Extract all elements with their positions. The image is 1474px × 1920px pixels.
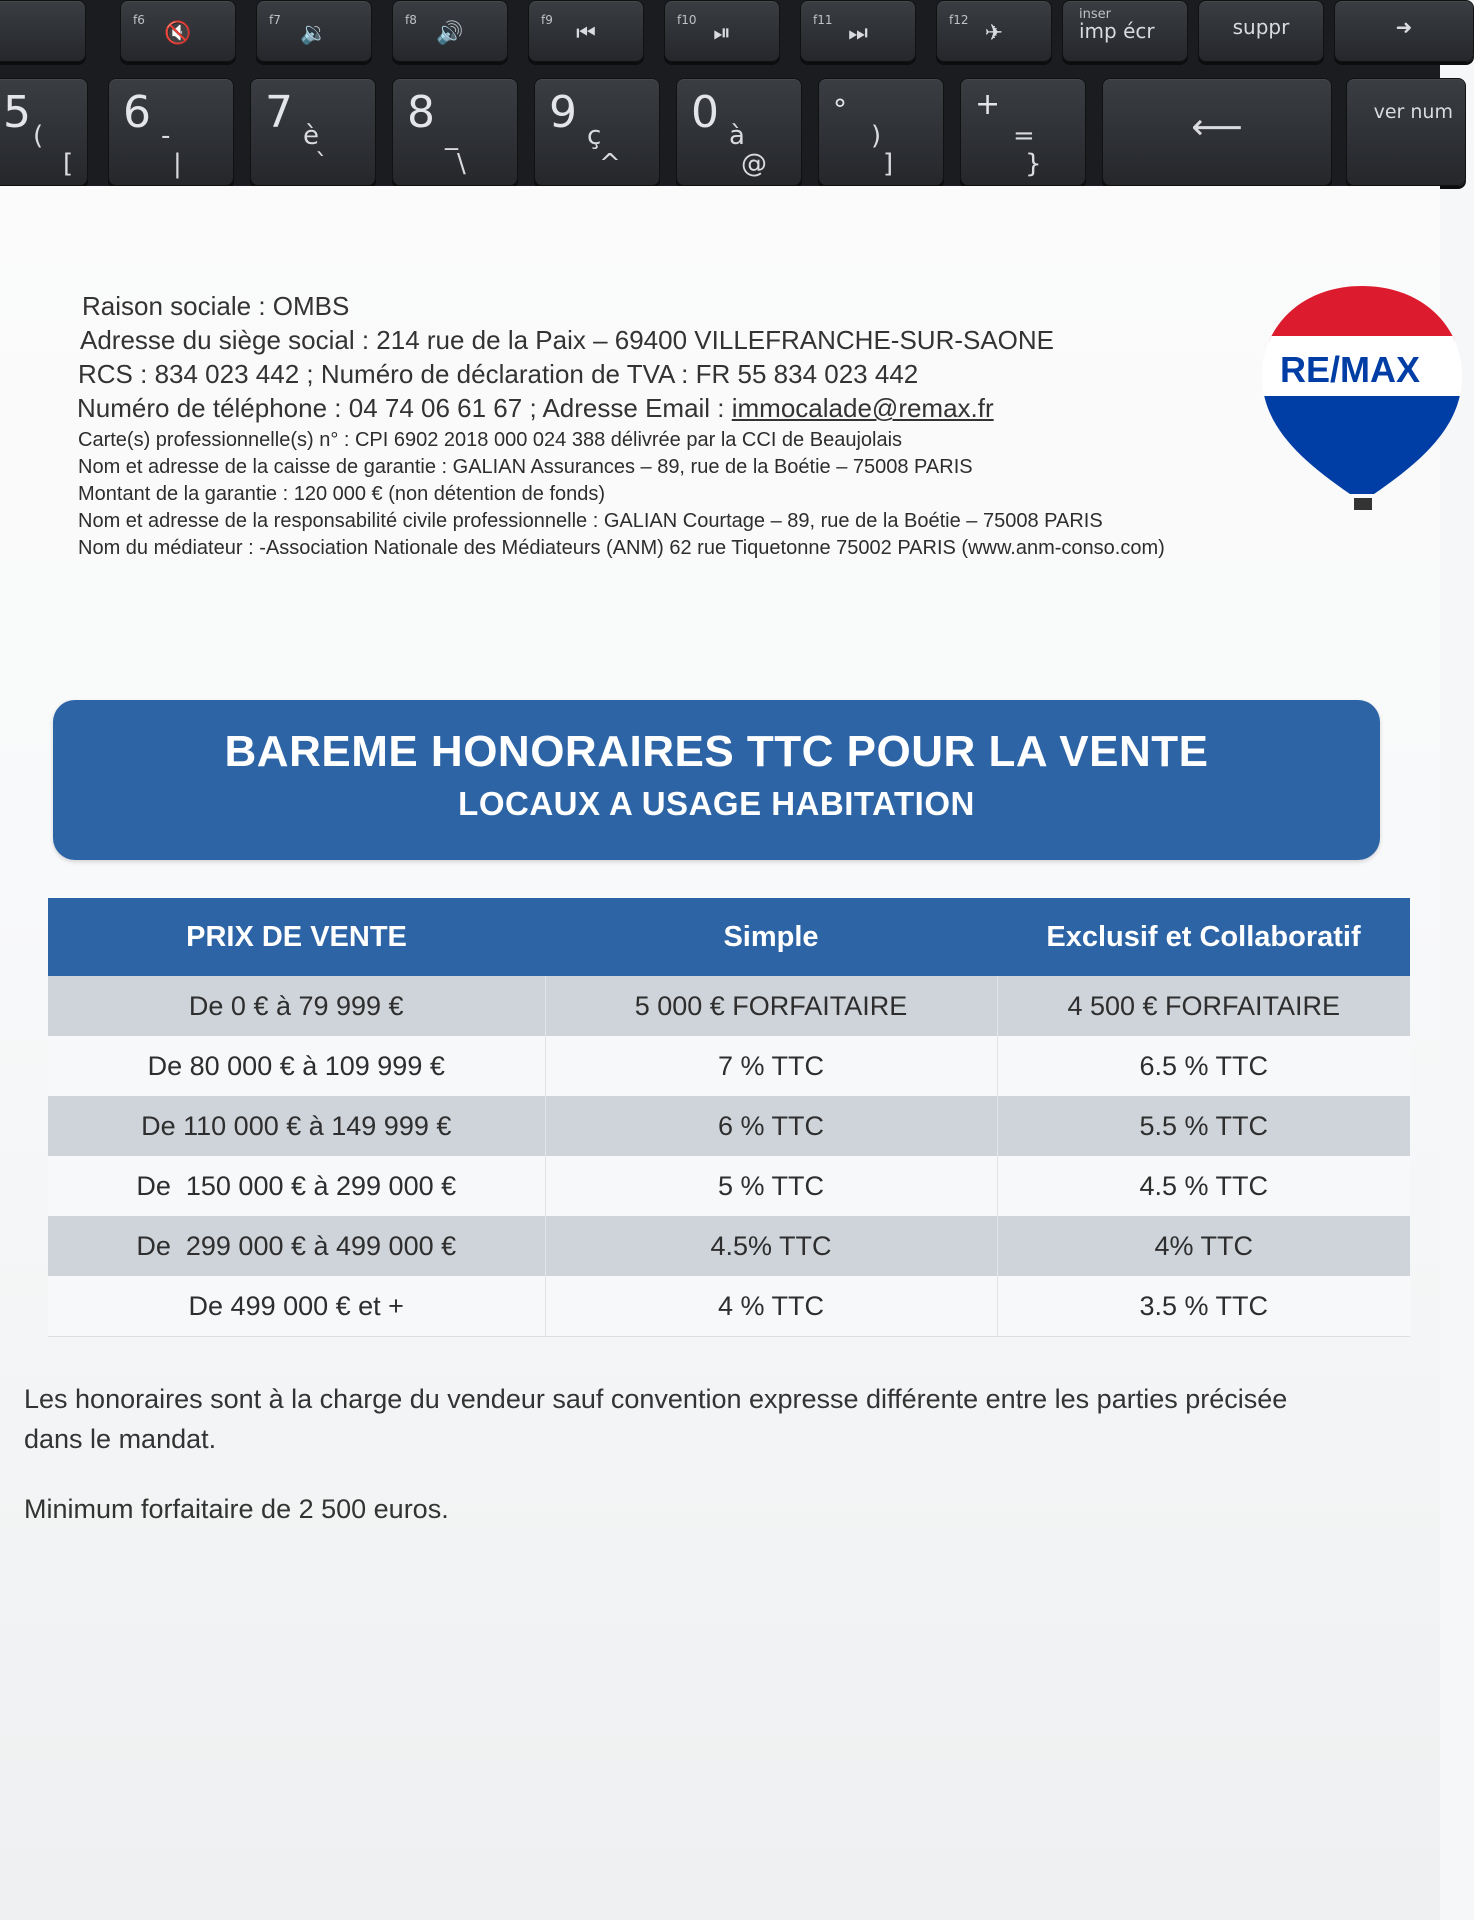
rcs-tva: RCS : 834 023 442 ; Numéro de déclaration de TVA : FR 55 834 023 442 <box>78 359 919 389</box>
remax-logo-text: RE/MAX <box>1280 349 1421 390</box>
exclusive-fee-cell: 4.5 % TTC <box>997 1156 1410 1216</box>
volume-down-icon: 🔉 <box>300 21 328 46</box>
simple-fee-cell: 4 % TTC <box>545 1276 997 1337</box>
previous-track-icon: ⏮ <box>576 21 596 46</box>
rc-pro: Nom et adresse de la responsabilité civile professionnelle : GALIAN Courtage – 89, rue de la Boétie – 75008 PARIS <box>78 510 1103 532</box>
fee-banner <box>53 700 1380 860</box>
table-row <box>48 1156 1410 1216</box>
banner-title: BAREME HONORAIRES TTC POUR LA VENTE <box>224 727 1209 776</box>
exclusive-fee-cell: 3.5 % TTC <box>997 1276 1410 1337</box>
key-f5 <box>0 0 86 62</box>
key-insert: inser imp écr <box>1062 0 1188 62</box>
table-header-row <box>48 898 1410 976</box>
simple-fee-cell: 6 % TTC <box>545 1096 997 1156</box>
key-9: 9 ç ^ <box>534 78 660 186</box>
balloon-basket <box>1354 498 1372 510</box>
price-range-cell: De 299 000 € à 499 000 € <box>48 1216 545 1276</box>
mute-icon: 🔇 <box>164 21 192 46</box>
caisse-garantie: Nom et adresse de la caisse de garantie : GALIAN Assurances – 89, rue de la Boétie – 75008 PARIS <box>78 456 973 478</box>
raison-sociale: Raison sociale : OMBS <box>82 291 350 321</box>
key-f8: f8 🔊 <box>392 0 508 62</box>
header-prix-de-vente: PRIX DE VENTE <box>48 898 545 976</box>
price-range-cell: De 110 000 € à 149 999 € <box>48 1096 545 1156</box>
next-track-icon: ⏭ <box>848 21 868 46</box>
table-row <box>48 1276 1410 1337</box>
price-range-cell: De 0 € à 79 999 € <box>48 976 545 1036</box>
key-suppr: suppr <box>1198 0 1324 62</box>
fee-table <box>48 898 1410 1337</box>
price-range-cell: De 499 000 € et + <box>48 1276 545 1337</box>
email-link[interactable]: immocalade@remax.fr <box>731 393 994 423</box>
company-info <box>78 291 1278 564</box>
key-f6: f6 🔇 <box>120 0 236 62</box>
key-degree: ° ) ] <box>818 78 944 186</box>
key-pen <box>1334 0 1474 62</box>
banner-subtitle: LOCAUX A USAGE HABITATION <box>458 785 975 822</box>
price-range-cell: De 80 000 € à 109 999 € <box>48 1036 545 1096</box>
balloon-blue-band <box>1262 396 1472 506</box>
balloon-red-band <box>1262 286 1472 341</box>
key-f9: f9 ⏮ <box>528 0 644 62</box>
exclusive-fee-cell: 4 500 € FORFAITAIRE <box>997 976 1410 1036</box>
table-row <box>48 976 1410 1036</box>
carte-pro: Carte(s) professionnelle(s) n° : CPI 6902 2018 000 024 388 délivrée par la CCI de Beaujolais <box>78 429 903 451</box>
play-pause-icon: ⏯ <box>713 21 731 46</box>
table-row <box>48 1096 1410 1156</box>
header-exclusif: Exclusif et Collaboratif <box>997 898 1410 976</box>
exclusive-fee-cell: 6.5 % TTC <box>997 1036 1410 1096</box>
phone-email <box>77 393 1278 429</box>
table-row <box>48 1216 1410 1276</box>
backspace-arrow-icon: ⟵ <box>1191 107 1243 148</box>
mediateur: Nom du médiateur : -Association Nationale des Médiateurs (ANM) 62 rue Tiquetonne 75002 PARIS (www.anm-conso.com) <box>78 537 1165 559</box>
phone-text: Numéro de téléphone : 04 74 06 61 67 ; Adresse Email : <box>77 393 732 423</box>
simple-fee-cell: 5 % TTC <box>545 1156 997 1216</box>
key-f7: f7 🔉 <box>256 0 372 62</box>
siege-address: Adresse du siège social : 214 rue de la Paix – 69400 VILLEFRANCHE-SUR-SAONE <box>80 325 1055 355</box>
document-page <box>0 186 1440 1920</box>
key-f11: f11 ⏭ <box>800 0 916 62</box>
simple-fee-cell: 7 % TTC <box>545 1036 997 1096</box>
volume-up-icon: 🔊 <box>436 21 464 46</box>
simple-fee-cell: 5 000 € FORFAITAIRE <box>545 976 997 1036</box>
key-f12: f12 ✈ <box>936 0 1052 62</box>
key-backspace <box>1102 78 1332 186</box>
key-6: 6 - | <box>108 78 234 186</box>
key-f10: f10 ⏯ <box>664 0 780 62</box>
simple-fee-cell: 4.5% TTC <box>545 1216 997 1276</box>
pen-icon: ➜ <box>1395 15 1413 39</box>
montant-garantie: Montant de la garantie : 120 000 € (non détention de fonds) <box>78 483 606 505</box>
price-range-cell: De 150 000 € à 299 000 € <box>48 1156 545 1216</box>
table-row <box>48 1036 1410 1096</box>
key-0: 0 à @ <box>676 78 802 186</box>
exclusive-fee-cell: 5.5 % TTC <box>997 1096 1410 1156</box>
airplane-icon: ✈ <box>984 21 1004 46</box>
key-ver-num: ver num <box>1346 78 1466 186</box>
key-8: 8 _ \ <box>392 78 518 186</box>
remax-balloon-logo <box>1262 286 1440 516</box>
key-plus: + = } <box>960 78 1086 186</box>
key-5: 5 ( [ <box>0 78 88 186</box>
key-7: 7 è ` <box>250 78 376 186</box>
minimum-note: Minimum forfaitaire de 2 500 euros. <box>24 1494 449 1524</box>
keyboard-background <box>0 0 1453 190</box>
exclusive-fee-cell: 4% TTC <box>997 1216 1410 1276</box>
header-simple: Simple <box>545 898 997 976</box>
charge-note: Les honoraires sont à la charge du vendeur sauf convention expresse différente entre les parties précisée dans le mandat. <box>24 1384 1288 1454</box>
